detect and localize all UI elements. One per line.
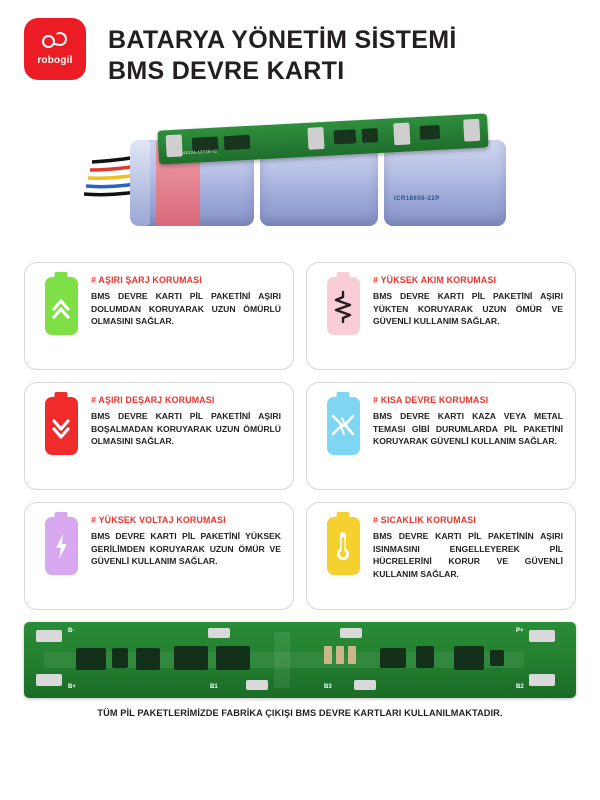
feature-icon-slot xyxy=(35,393,87,455)
board-silk-left: 4S12A-12718-V2 xyxy=(182,148,218,156)
board-label-b-plus: B+ xyxy=(68,684,76,690)
board-label-b1: B1 xyxy=(210,684,218,690)
feature-title: # YÜKSEK VOLTAJ KORUMASI xyxy=(91,515,226,525)
feature-body xyxy=(369,393,565,448)
feature-title: # AŞIRI DEŞARJ KORUMASI xyxy=(91,395,215,405)
feature-text: BMS DEVRE KARTI PİL PAKETİNİ YÜKSEK GERİLİMDEN KORUYARAK UZUN ÖMÜR VE GÜVENLİ KULLANIM SAĞLAR. xyxy=(91,531,281,567)
feature-text: BMS DEVRE KARTI KAZA VEYA METAL TEMASI GİBİ DURUMLARDA PİL PAKETİNİ KORUYARAK GÜVENLİ KULLANIM SAĞLAR. xyxy=(373,411,563,447)
bottom-board-section xyxy=(0,610,600,698)
feature-card-overcharge xyxy=(24,262,294,370)
feature-icon-slot xyxy=(317,393,369,455)
feature-icon-slot xyxy=(317,513,369,575)
feature-icon-slot xyxy=(35,273,87,335)
feature-title: # AŞIRI ŞARJ KORUMASI xyxy=(91,275,202,285)
feature-grid xyxy=(0,250,600,610)
board-label-b2: B2 xyxy=(516,684,524,690)
robogil-mark-icon xyxy=(42,32,68,52)
bms-pcb-top-view xyxy=(24,622,576,698)
feature-body xyxy=(87,273,283,328)
battery-overdischarge-icon xyxy=(45,397,78,455)
feature-title: # KISA DEVRE KORUMASI xyxy=(373,395,489,405)
feature-card-overcurrent xyxy=(306,262,576,370)
battery-shortcircuit-icon xyxy=(327,397,360,455)
feature-title: # SICAKLIK KORUMASI xyxy=(373,515,477,525)
board-label-b-minus: B- xyxy=(68,628,75,634)
feature-card-overdischarge xyxy=(24,382,294,490)
board-label-p-plus: P+ xyxy=(516,628,524,634)
hero-product-image xyxy=(62,100,538,250)
footer-note: TÜM PİL PAKETLERİMİZDE FABRİKA ÇIKIŞI BMS DEVRE KARTLARI KULLANILMAKTADIR. xyxy=(97,708,503,718)
page-title xyxy=(108,18,457,86)
cell-silk-right: ICR18650-22P xyxy=(394,196,440,202)
feature-card-shortcircuit xyxy=(306,382,576,490)
feature-icon-slot xyxy=(35,513,87,575)
feature-body xyxy=(87,513,283,568)
feature-text: BMS DEVRE KARTI PİL PAKETİNİN AŞIRI ISINMASINI ENGELLEYEREK PİL HÜCRELERİNİ KORUR VE GÜVENLİ KULLANIM SAĞLAR. xyxy=(373,531,563,580)
feature-title: # YÜKSEK AKIM KORUMASI xyxy=(373,275,497,285)
feature-text: BMS DEVRE KARTI PİL PAKETİNİ AŞIRI BOŞALMADAN KORUYARAK UZUN ÖMÜRLÜ OLMASINI SAĞLAR. xyxy=(91,411,281,447)
battery-temperature-icon xyxy=(327,517,360,575)
feature-body xyxy=(87,393,283,448)
battery-overcharge-icon xyxy=(45,277,78,335)
feature-text: BMS DEVRE KARTI PİL PAKETİNİ AŞIRI YÜKTEN KORUYARAK UZUN ÖMÜR VE GÜVENLİ KULLANIM SAĞLAR. xyxy=(373,291,563,327)
title-line-1: BATARYA YÖNETİM SİSTEMİ xyxy=(108,26,457,54)
feature-card-overvoltage xyxy=(24,502,294,610)
brand-logo-text: robogil xyxy=(37,55,73,66)
title-line-2: BMS DEVRE KARTI xyxy=(108,56,345,85)
header xyxy=(0,0,600,90)
board-label-b3: B3 xyxy=(324,684,332,690)
feature-icon-slot xyxy=(317,273,369,335)
feature-body xyxy=(369,513,565,581)
brand-logo xyxy=(24,18,86,80)
battery-overcurrent-icon xyxy=(327,277,360,335)
feature-card-temperature xyxy=(306,502,576,610)
battery-overvoltage-icon xyxy=(45,517,78,575)
feature-body xyxy=(369,273,565,328)
feature-text: BMS DEVRE KARTI PİL PAKETİNİ AŞIRI DOLUMDAN KORUYARAK UZUN ÖMÜRLÜ OLMASINI SAĞLAR. xyxy=(91,291,281,327)
